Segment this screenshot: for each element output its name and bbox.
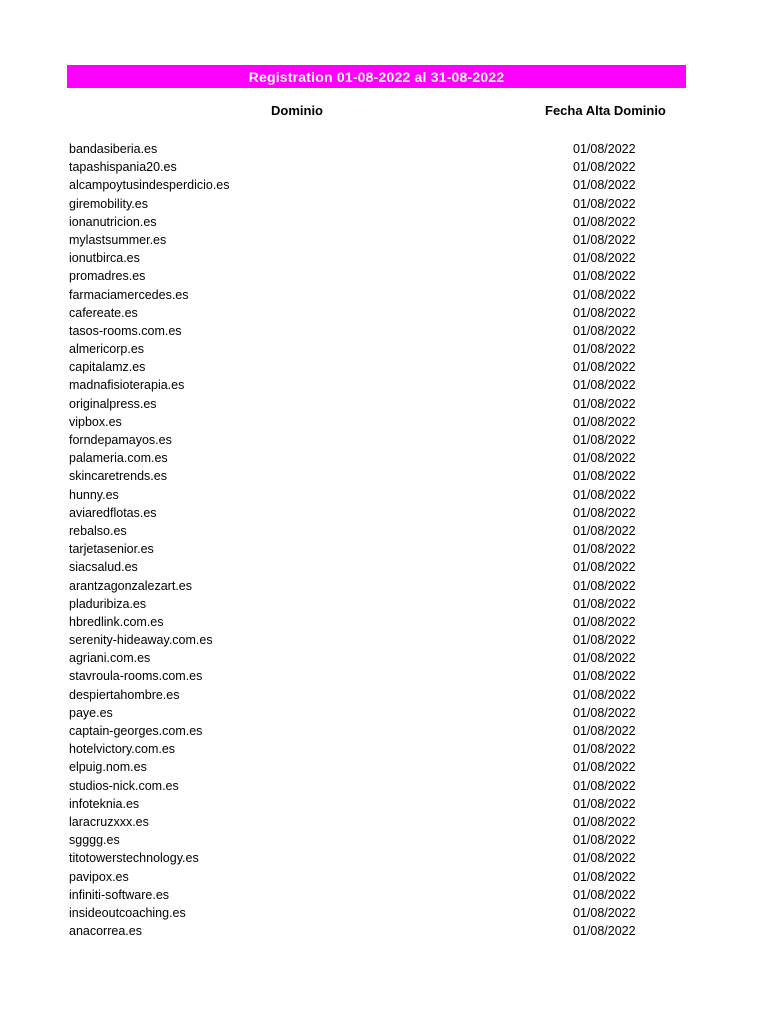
date-cell: 01/08/2022 bbox=[573, 542, 636, 557]
table-row bbox=[0, 231, 768, 249]
table-row bbox=[0, 740, 768, 758]
date-cell: 01/08/2022 bbox=[573, 851, 636, 866]
domain-cell: ionanutricion.es bbox=[69, 214, 157, 229]
date-cell: 01/08/2022 bbox=[573, 378, 636, 393]
domain-cell: studios-nick.com.es bbox=[69, 778, 179, 793]
domain-cell: promadres.es bbox=[69, 269, 146, 284]
table-row bbox=[0, 795, 768, 813]
domain-cell: agriani.com.es bbox=[69, 651, 151, 666]
domain-cell: palameria.com.es bbox=[69, 451, 168, 466]
table-row bbox=[0, 322, 768, 340]
domain-cell: insideoutcoaching.es bbox=[69, 905, 186, 920]
date-cell: 01/08/2022 bbox=[573, 469, 636, 484]
domain-cell: pladuribiza.es bbox=[69, 596, 147, 611]
table-row bbox=[0, 886, 768, 904]
domain-cell: captain-georges.com.es bbox=[69, 724, 203, 738]
table-row bbox=[0, 649, 768, 667]
table-row bbox=[0, 540, 768, 558]
domain-cell: infiniti-software.es bbox=[69, 887, 170, 902]
table-row bbox=[0, 667, 768, 685]
domain-cell: titotowerstechnology.es bbox=[69, 851, 199, 866]
domain-cell: mylastsummer.es bbox=[69, 232, 167, 247]
table-row bbox=[0, 868, 768, 886]
domain-cell: sgggg.es bbox=[69, 833, 120, 848]
domain-cell: arantzagonzalezart.es bbox=[69, 578, 192, 593]
table-row bbox=[0, 777, 768, 795]
table-row bbox=[0, 504, 768, 522]
domain-cell: rebalso.es bbox=[69, 523, 127, 538]
table-row bbox=[0, 577, 768, 595]
table-row bbox=[0, 558, 768, 576]
domain-cell: ionutbirca.es bbox=[69, 251, 140, 266]
table-row bbox=[0, 486, 768, 504]
domain-cell: forndepamayos.es bbox=[69, 433, 172, 447]
table-row bbox=[0, 595, 768, 613]
date-cell: 01/08/2022 bbox=[573, 742, 636, 757]
page-title: Registration 01-08-2022 al 31-08-2022 bbox=[248, 68, 505, 85]
date-cell: 01/08/2022 bbox=[573, 796, 636, 811]
date-cell: 01/08/2022 bbox=[573, 487, 636, 502]
table-row bbox=[0, 467, 768, 485]
domain-cell: vipbox.es bbox=[69, 414, 122, 429]
table-row bbox=[0, 195, 768, 213]
domain-cell: infoteknia.es bbox=[69, 796, 140, 811]
date-cell: 01/08/2022 bbox=[573, 760, 636, 775]
date-cell: 01/08/2022 bbox=[573, 724, 636, 738]
date-cell: 01/08/2022 bbox=[573, 887, 636, 902]
date-cell: 01/08/2022 bbox=[573, 687, 636, 702]
table-row bbox=[0, 376, 768, 394]
table-row bbox=[0, 704, 768, 722]
date-cell: 01/08/2022 bbox=[573, 705, 636, 720]
date-cell: 01/08/2022 bbox=[573, 214, 636, 229]
date-cell: 01/08/2022 bbox=[573, 178, 636, 193]
table-row bbox=[0, 631, 768, 649]
table-row bbox=[0, 176, 768, 194]
domain-cell: serenity-hideaway.com.es bbox=[69, 633, 213, 648]
domain-cell: laracruzxxx.es bbox=[69, 814, 149, 829]
table-row bbox=[0, 304, 768, 322]
table-row bbox=[0, 831, 768, 849]
date-cell: 01/08/2022 bbox=[573, 578, 636, 593]
date-cell: 01/08/2022 bbox=[573, 633, 636, 648]
date-cell: 01/08/2022 bbox=[573, 905, 636, 920]
date-cell: 01/08/2022 bbox=[573, 323, 636, 338]
domain-cell: tarjetasenior.es bbox=[69, 542, 154, 557]
domain-cell: hbredlink.com.es bbox=[69, 614, 164, 629]
date-cell: 01/08/2022 bbox=[573, 196, 636, 211]
domain-cell: originalpress.es bbox=[69, 396, 157, 411]
table-row bbox=[0, 613, 768, 631]
date-cell: 01/08/2022 bbox=[573, 669, 636, 684]
date-cell: 01/08/2022 bbox=[573, 287, 636, 302]
table-row bbox=[0, 286, 768, 304]
table-row bbox=[0, 140, 768, 158]
domain-cell: stavroula-rooms.com.es bbox=[69, 669, 203, 684]
table-row bbox=[0, 722, 768, 740]
date-cell: 01/08/2022 bbox=[573, 869, 636, 884]
domain-cell: hunny.es bbox=[69, 487, 119, 502]
domain-cell: bandasiberia.es bbox=[69, 142, 158, 156]
date-cell: 01/08/2022 bbox=[573, 396, 636, 411]
table-row bbox=[0, 395, 768, 413]
domain-cell: despiertahombre.es bbox=[69, 687, 180, 702]
date-cell: 01/08/2022 bbox=[573, 251, 636, 266]
domain-cell: anacorrea.es bbox=[69, 924, 142, 939]
domain-cell: alcampoytusindesperdicio.es bbox=[69, 178, 230, 193]
date-cell: 01/08/2022 bbox=[573, 505, 636, 520]
date-cell: 01/08/2022 bbox=[573, 269, 636, 284]
domain-cell: tapashispania20.es bbox=[69, 160, 177, 175]
date-cell: 01/08/2022 bbox=[573, 342, 636, 357]
domain-cell: giremobility.es bbox=[69, 196, 148, 211]
date-cell: 01/08/2022 bbox=[573, 523, 636, 538]
table-row bbox=[0, 686, 768, 704]
date-cell: 01/08/2022 bbox=[573, 596, 636, 611]
domain-table bbox=[0, 140, 768, 940]
domain-cell: madnafisioterapia.es bbox=[69, 378, 185, 393]
domain-cell: hotelvictory.com.es bbox=[69, 742, 176, 757]
table-row bbox=[0, 431, 768, 449]
table-row bbox=[0, 813, 768, 831]
title-bar bbox=[67, 65, 686, 88]
domain-cell: paye.es bbox=[69, 705, 113, 720]
table-row bbox=[0, 449, 768, 467]
domain-cell: farmaciamercedes.es bbox=[69, 287, 189, 302]
table-row bbox=[0, 849, 768, 867]
table-row bbox=[0, 249, 768, 267]
date-cell: 01/08/2022 bbox=[573, 305, 636, 320]
date-cell: 01/08/2022 bbox=[573, 560, 636, 575]
table-row bbox=[0, 758, 768, 776]
column-header-date: Fecha Alta Dominio bbox=[545, 103, 666, 118]
column-header-domain: Dominio bbox=[271, 103, 323, 118]
table-row bbox=[0, 358, 768, 376]
domain-cell: skincaretrends.es bbox=[69, 469, 167, 484]
date-cell: 01/08/2022 bbox=[573, 360, 636, 375]
domain-cell: almericorp.es bbox=[69, 342, 145, 357]
date-cell: 01/08/2022 bbox=[573, 651, 636, 666]
date-cell: 01/08/2022 bbox=[573, 614, 636, 629]
table-row bbox=[0, 904, 768, 922]
date-cell: 01/08/2022 bbox=[573, 142, 636, 156]
domain-cell: siacsalud.es bbox=[69, 560, 138, 575]
table-row bbox=[0, 522, 768, 540]
date-cell: 01/08/2022 bbox=[573, 232, 636, 247]
domain-cell: pavipox.es bbox=[69, 869, 129, 884]
table-row bbox=[0, 340, 768, 358]
date-cell: 01/08/2022 bbox=[573, 414, 636, 429]
table-row bbox=[0, 158, 768, 176]
date-cell: 01/08/2022 bbox=[573, 814, 636, 829]
domain-cell: aviaredflotas.es bbox=[69, 505, 157, 520]
domain-cell: tasos-rooms.com.es bbox=[69, 323, 182, 338]
table-row bbox=[0, 413, 768, 431]
date-cell: 01/08/2022 bbox=[573, 451, 636, 466]
domain-cell: elpuig.nom.es bbox=[69, 760, 147, 775]
domain-cell: capitalamz.es bbox=[69, 360, 146, 375]
date-cell: 01/08/2022 bbox=[573, 160, 636, 175]
domain-cell: cafereate.es bbox=[69, 305, 138, 320]
date-cell: 01/08/2022 bbox=[573, 433, 636, 447]
date-cell: 01/08/2022 bbox=[573, 778, 636, 793]
date-cell: 01/08/2022 bbox=[573, 833, 636, 848]
date-cell: 01/08/2022 bbox=[573, 924, 636, 939]
table-row bbox=[0, 922, 768, 940]
table-row bbox=[0, 213, 768, 231]
table-row bbox=[0, 267, 768, 285]
